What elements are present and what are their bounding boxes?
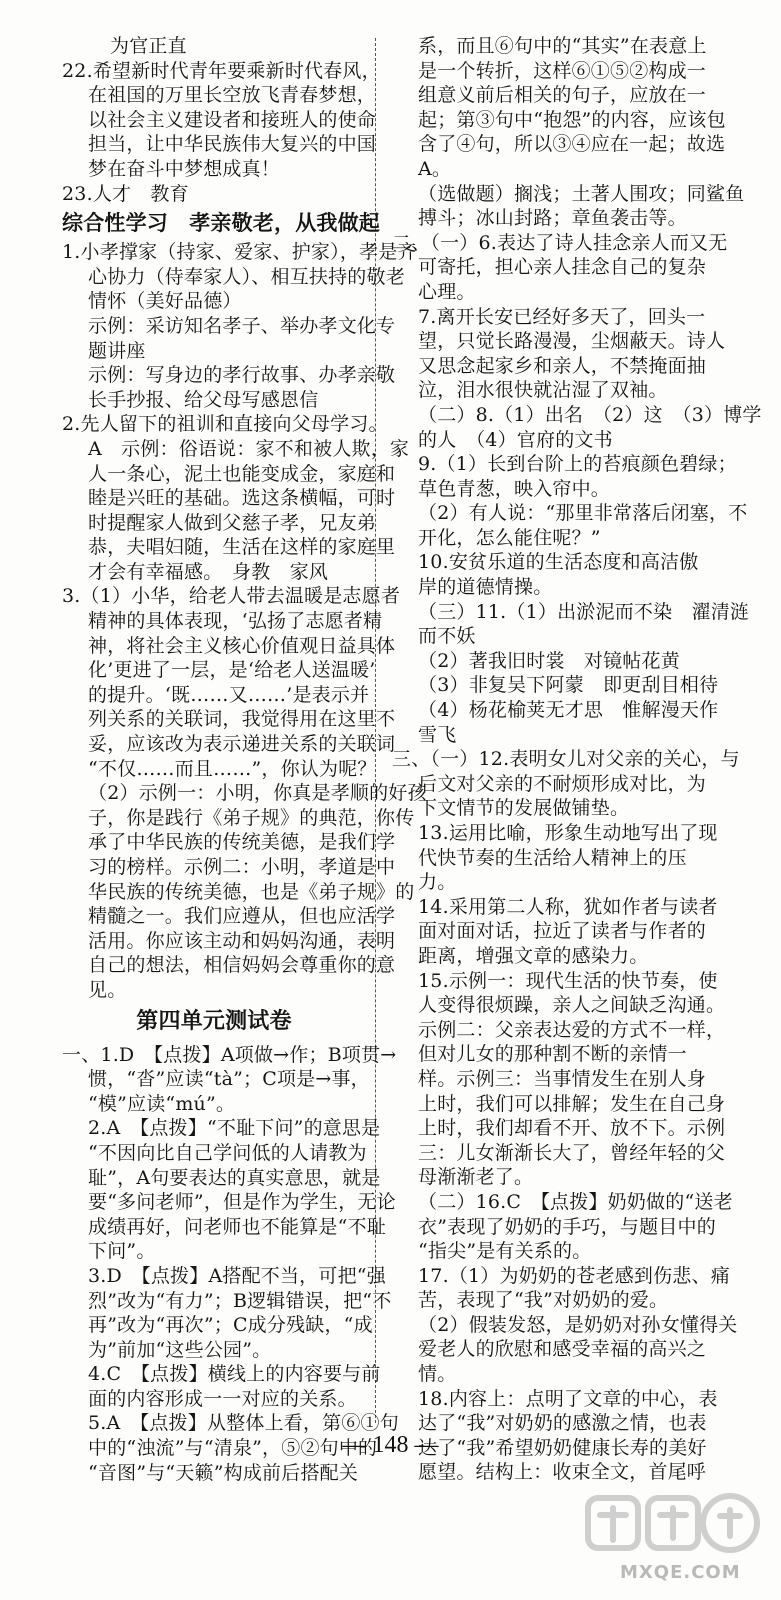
text-line: 代快节奏的生活给人精神上的压 bbox=[418, 846, 687, 869]
text-line: 10.安贫乐道的生活态度和高洁傲 bbox=[418, 551, 699, 574]
text-line: 愿望。结构上：收束全文，首尾呼 bbox=[418, 1461, 707, 1484]
text-line: 情怀（美好品德） bbox=[88, 290, 242, 313]
right-column bbox=[392, 34, 762, 1485]
text-line: 妥，应该改为表示递进关系的关联词 bbox=[88, 733, 396, 756]
text-line: 17.（1）为奶奶的苍老感到伤悲、痛 bbox=[418, 1264, 730, 1287]
text-line: 烈”改为“有力”；B逻辑错误，把“不 bbox=[88, 1289, 392, 1312]
watermark-url: MXQE.COM bbox=[620, 1562, 741, 1583]
section-heading: 综合性学习 孝亲敬老，从我做起 bbox=[62, 211, 380, 236]
text-line: 耻”，A句要表达的真实意思，就是 bbox=[88, 1166, 381, 1189]
text-line: 2.A 【点拨】“不耻下问”的意思是 bbox=[88, 1117, 381, 1140]
text-line: 再”改为“再次”；C成分残缺，“成 bbox=[88, 1314, 373, 1337]
text-line: 样。示例三：当事情发生在别人身 bbox=[418, 1067, 707, 1090]
text-line: 苦，表现了“我”对奶奶的爱。 bbox=[418, 1289, 669, 1312]
text-line: 在祖国的万里长空放飞青春梦想， bbox=[88, 84, 377, 107]
text-line: “不仅……而且……”，你认为呢？ bbox=[88, 757, 377, 780]
text-line: 搏斗；冰山封路；章鱼袭击等。 bbox=[418, 207, 687, 230]
text-line: （二）8.（1）出名 （2）这 （3）博学 bbox=[418, 403, 762, 426]
text-line: 人变得很烦躁，亲人之间缺乏沟通。 bbox=[418, 994, 726, 1017]
text-line: 成绩再好，问老师也不能算是“不耻 bbox=[88, 1215, 386, 1238]
text-line: 承了中华民族的传统美德，是我们学 bbox=[88, 831, 396, 854]
text-line: “不因向比自己学问低的人请教为 bbox=[88, 1141, 367, 1164]
text-line: 列关系的关联词，我觉得用在这里不 bbox=[88, 708, 396, 731]
text-line: 22.希望新时代青年要乘新时代春风， bbox=[62, 59, 381, 82]
text-line: （2）著我旧时裳 对镜帖花黄 bbox=[418, 649, 680, 672]
text-line: （三）11.（1）出淤泥而不染 濯清涟 bbox=[418, 600, 750, 623]
text-line: 面对面对话，拉近了读者与作者的 bbox=[418, 920, 707, 943]
text-line: 恭，夫唱妇随，生活在这样的家庭里 bbox=[88, 536, 396, 559]
text-line: （2）示例一：小明，你真是孝顺的好孩 bbox=[88, 782, 427, 805]
text-line: 化’更进了一层，是‘给老人送温暖’ bbox=[88, 659, 376, 682]
text-line: 可寄托，担心亲人挂念自己的复杂 bbox=[418, 256, 707, 279]
text-line: 中的“浊流”与“清泉”，⑤②句中的 bbox=[88, 1437, 378, 1460]
text-line: 面的内容形成一一对应的关系。 bbox=[88, 1387, 357, 1410]
text-line: 望，只觉长路漫漫，尘烟蔽天。诗人 bbox=[418, 330, 726, 353]
text-line: 示例：采访知名孝子、举办孝文化专 bbox=[88, 314, 396, 337]
text-line: （4）杨花榆荚无才思 惟解漫天作 bbox=[418, 699, 719, 722]
text-line: 自己的想法，相信妈妈会尊重你的意 bbox=[88, 954, 396, 977]
text-line: 三、（一）12.表明女儿对父亲的关心，与 bbox=[392, 748, 740, 771]
text-line: 1.小孝撑家（持家、爱家、护家），孝是齐 bbox=[62, 241, 417, 264]
text-line: 三：儿女渐渐长大了，曾经年轻的父 bbox=[418, 1141, 726, 1164]
text-line: 含了④句，所以③④应在一起；故选 bbox=[418, 133, 726, 156]
page-number: — 148 — bbox=[342, 1432, 439, 1458]
text-line: 泣，泪水很快就沾湿了双袖。 bbox=[418, 379, 668, 402]
text-line: 心理。 bbox=[418, 280, 476, 303]
text-line: 见。 bbox=[88, 978, 127, 1001]
text-line: “模”应读“mú”。 bbox=[88, 1092, 236, 1115]
text-line: 一、1.D 【点拨】A项做→作；B项贯→ bbox=[62, 1043, 397, 1066]
text-line: 2.先人留下的祖训和直接向父母学习。 bbox=[62, 413, 388, 436]
text-line: “指尖”是有关系的。 bbox=[418, 1240, 592, 1263]
text-line: 示例：写身边的孝行故事、办孝亲敬 bbox=[88, 364, 396, 387]
text-line: （选做题）搁浅；土著人围攻；同鲨鱼 bbox=[418, 182, 745, 205]
text-line: 岸的道德情操。 bbox=[418, 576, 553, 599]
text-line: 4.C 【点拨】横线上的内容要与前 bbox=[88, 1363, 381, 1386]
text-line: 习的榜样。示例二：小明，孝道是中 bbox=[88, 856, 396, 878]
text-line: 睦是兴旺的基础。选这条横幅，可时 bbox=[88, 487, 396, 510]
text-line: 精神的具体表现，‘弘扬了志愿者精 bbox=[88, 610, 383, 633]
text-line: 上时，我们可以排解；发生在自己身 bbox=[418, 1092, 726, 1115]
text-line: 衣”表现了奶奶的手巧，与题目中的 bbox=[418, 1215, 716, 1238]
text-line: 组意义前后相关的句子，应放在一 bbox=[418, 84, 707, 107]
text-line: 要“多问老师”，但是作为学生，无论 bbox=[88, 1191, 396, 1214]
text-line: 惯，“沓”应读“tà”；C项是→事， bbox=[88, 1068, 370, 1091]
text-line: 又思念起家乡和亲人，不禁掩面抽 bbox=[418, 354, 707, 377]
text-line: 9.（1）长到台阶上的苔痕颜色碧绿； bbox=[418, 453, 737, 476]
text-line: 长手抄报、给父母写感恩信 bbox=[88, 388, 319, 411]
text-line: 的人 （4）官府的文书 bbox=[418, 428, 613, 451]
text-line: 时提醒家人做到父慈子孝，兄友弟 bbox=[88, 511, 377, 534]
section-heading: 第四单元测试卷 bbox=[136, 1008, 292, 1034]
text-line: 起；第③句中“抱怨”的内容，应该包 bbox=[418, 108, 726, 131]
text-line: 以社会主义建设者和接班人的使命 bbox=[88, 108, 377, 131]
text-line: 7.离开长安已经好多天了，回头一 bbox=[418, 305, 706, 328]
text-line: 为”前加“这些公园”。 bbox=[88, 1338, 272, 1361]
text-line: 但对儿女的那种割不断的亲情一 bbox=[418, 1043, 687, 1066]
text-line: 担当，让中华民族伟大复兴的中国 bbox=[88, 133, 377, 156]
text-line: 题讲座 bbox=[88, 339, 146, 362]
text-line: （二）16.C 【点拨】奶奶做的“送老 bbox=[418, 1190, 733, 1213]
text-line: 而不妖 bbox=[418, 625, 476, 648]
text-line: 力。 bbox=[418, 871, 457, 894]
text-line: 人一条心，泥土也能变成金，家庭和 bbox=[88, 462, 396, 485]
text-line: 距离，增强文章的感染力。 bbox=[418, 944, 649, 967]
text-line: （2）假装发怒，是奶奶对孙女懂得关 bbox=[418, 1313, 738, 1336]
text-line: 系，而且⑥句中的“其实”在表意上 bbox=[418, 35, 707, 57]
text-line: 的提升。‘既……又……’是表示并 bbox=[88, 683, 370, 706]
text-line: 爱老人的欣慰和感受幸福的高兴之 bbox=[418, 1338, 707, 1361]
text-line: 雪飞 bbox=[418, 723, 457, 746]
text-line: 精髓之一。我们应遵从，但也应活学 bbox=[88, 905, 396, 928]
text-line: 达了“我”对奶奶的感激之情，也表 bbox=[418, 1412, 707, 1435]
text-line: “音图”与“天籁”构成前后搭配关 bbox=[88, 1461, 359, 1484]
text-line: 华民族的传统美德，也是《弟子规》的 bbox=[88, 880, 415, 903]
text-line: 示例二：父亲表达爱的方式不一样， bbox=[418, 1018, 726, 1041]
text-line: 3.（1）小华，给老人带去温暖是志愿者 bbox=[62, 585, 401, 608]
text-line: 二、（一）6.表达了诗人挂念亲人而又无 bbox=[392, 231, 728, 254]
text-line: 情。 bbox=[418, 1363, 457, 1386]
text-line: 母渐渐老了。 bbox=[418, 1166, 534, 1189]
text-line: 5.A 【点拨】从整体上看，第⑥①句 bbox=[88, 1412, 399, 1435]
text-line: 13.运用比喻，形象生动地写出了现 bbox=[418, 822, 718, 844]
text-line: （2）有人说：“那里非常落后闭塞，不 bbox=[418, 502, 748, 525]
text-line: 开化，怎么能住呢？” bbox=[418, 526, 601, 549]
text-line: 为官正直 bbox=[110, 35, 187, 57]
text-line: 是一个转折，这样⑥①⑤②构成一 bbox=[418, 59, 707, 82]
text-line: 15.示例一：现代生活的快节奏，使 bbox=[418, 969, 718, 992]
text-line: A。 bbox=[418, 157, 452, 180]
text-line: 上时，我们却看不开、放不下。示例 bbox=[418, 1117, 726, 1140]
text-line: 23.人才 教育 bbox=[62, 182, 189, 205]
text-line: 才会有幸福感。 身教 家风 bbox=[88, 560, 329, 583]
text-line: A 示例：俗语说：家不和被人欺，家 bbox=[88, 437, 410, 460]
text-line: 后文对父亲的不耐烦形成对比，为 bbox=[418, 772, 707, 795]
text-line: 下文情节的发展做铺垫。 bbox=[418, 797, 630, 820]
text-line: （3）非复吴下阿蒙 即更刮目相待 bbox=[418, 674, 719, 697]
text-line: 下问”。 bbox=[88, 1240, 156, 1263]
text-line: 草色青葱，映入帘中。 bbox=[418, 477, 611, 500]
text-line: 神，将社会主义核心价值观日益具体 bbox=[88, 634, 396, 657]
text-line: 达了“我”希望奶奶健康长寿的美好 bbox=[418, 1436, 707, 1459]
text-line: 3.D 【点拨】A搭配不当，可把“强 bbox=[88, 1264, 386, 1287]
text-line: 心协力（侍奉家人）、相互扶持的敬老 bbox=[88, 265, 405, 288]
text-line: 活用。你应该主动和妈妈沟通，表明 bbox=[88, 929, 396, 952]
text-line: 梦在奋斗中梦想成真！ bbox=[88, 157, 281, 180]
text-line: 子，你是践行《弟子规》的典范，你传 bbox=[88, 806, 415, 829]
text-line: 18.内容上：点明了文章的中心，表 bbox=[418, 1387, 718, 1410]
text-line: 14.采用第二人称，犹如作者与读者 bbox=[418, 895, 718, 918]
